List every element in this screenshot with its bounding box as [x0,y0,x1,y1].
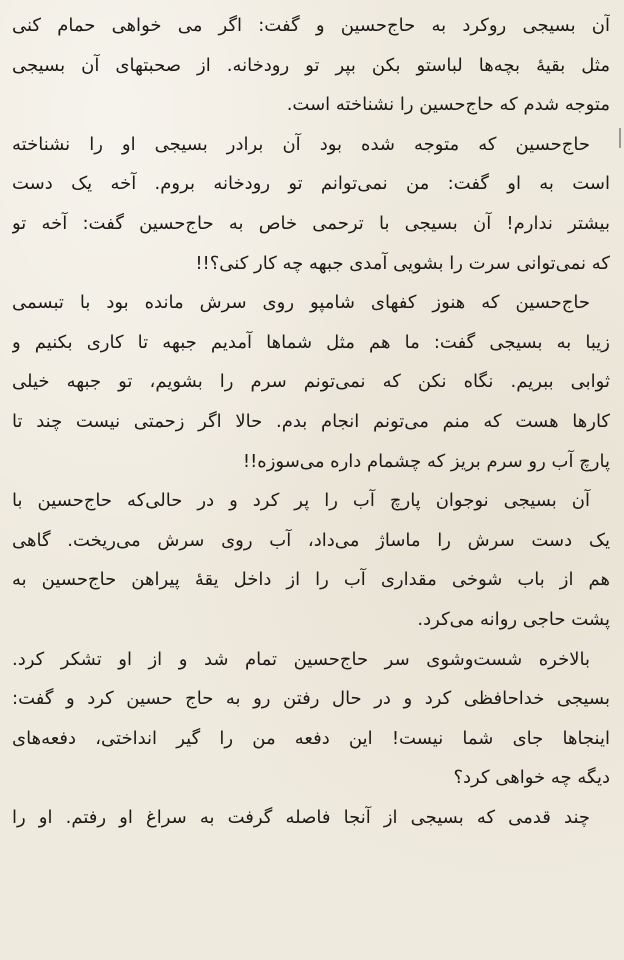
text-line: است به او گفت: من نمی‌توانم تو رودخانه بروم. آخه یک دست [12,173,610,195]
text-line: بسیجی خداحافظی کرد و در حال رفتن رو به حاج حسین کرد و گفت: [12,688,610,710]
text-line: اینجاها جای شما نیست! این دفعه من را گیر انداختی، دفعه‌های [12,727,610,749]
text-line: آن بسیجی روکرد به حاج‌حسین و گفت: اگر می خواهی حمام کنی [12,15,610,36]
text-line: که نمی‌توانی سرت را بشویی آمدی جبهه چه کار کنی؟!! [195,252,610,274]
margin-mark [619,128,621,148]
text-line: یک دست سرش را ماساژ می‌داد، آب روی سرش می‌ریخت. گاهی [12,529,610,551]
text-line: بالاخره شست‌وشوی سر حاج‌حسین تمام شد و از او تشکر کرد. [12,648,590,670]
text-line: مثل بقیهٔ بچه‌ها لباستو بکن بپر تو رودخانه. از صحبتهای آن بسیجی [12,54,610,76]
text-line: چند قدمی که بسیجی از آنجا فاصله گرفت به سراغ او رفتم. او را [12,806,590,828]
text-line: زیبا به بسیجی گفت: ما هم مثل شماها آمدیم جبهه تا کاری بکنیم و [12,331,610,353]
text-line: پارچ آب رو سرم بریز که چشمام داره می‌سوزه!! [242,450,610,472]
body-text [12,6,610,837]
text-line: ثوابی ببریم. نگاه نکن که نمی‌تونم سرم را بشویم، تو جبهه خیلی [12,371,610,393]
text-line: حاج‌حسین که متوجه شده بود آن برادر بسیجی او را نشناخته [12,133,590,155]
text-line: متوجه شدم که حاج‌حسین را نشناخته است. [286,94,610,116]
text-line: کارها هست که منم می‌تونم انجام بدم. حالا اگر زحمتی نیست چند تا [12,410,610,432]
text-line: هم از باب شوخی مقداری آب را از داخل یقهٔ پیراهن حاج‌حسین به [12,569,610,591]
text-line: دیگه چه خواهی کرد؟ [453,767,610,789]
text-line: آن بسیجی نوجوان پارچ آب را پر کرد و در حالی‌که حاج‌حسین با [12,490,590,512]
text-line: حاج‌حسین که هنوز کفهای شامپو روی سرش مانده بود با تبسمی [12,292,590,314]
text-line: پشت حاجی روانه می‌کرد. [417,608,610,630]
text-line: بیشتر ندارم! آن بسیجی با ترحمی خاص به حاج‌حسین گفت: آخه تو [12,212,610,234]
